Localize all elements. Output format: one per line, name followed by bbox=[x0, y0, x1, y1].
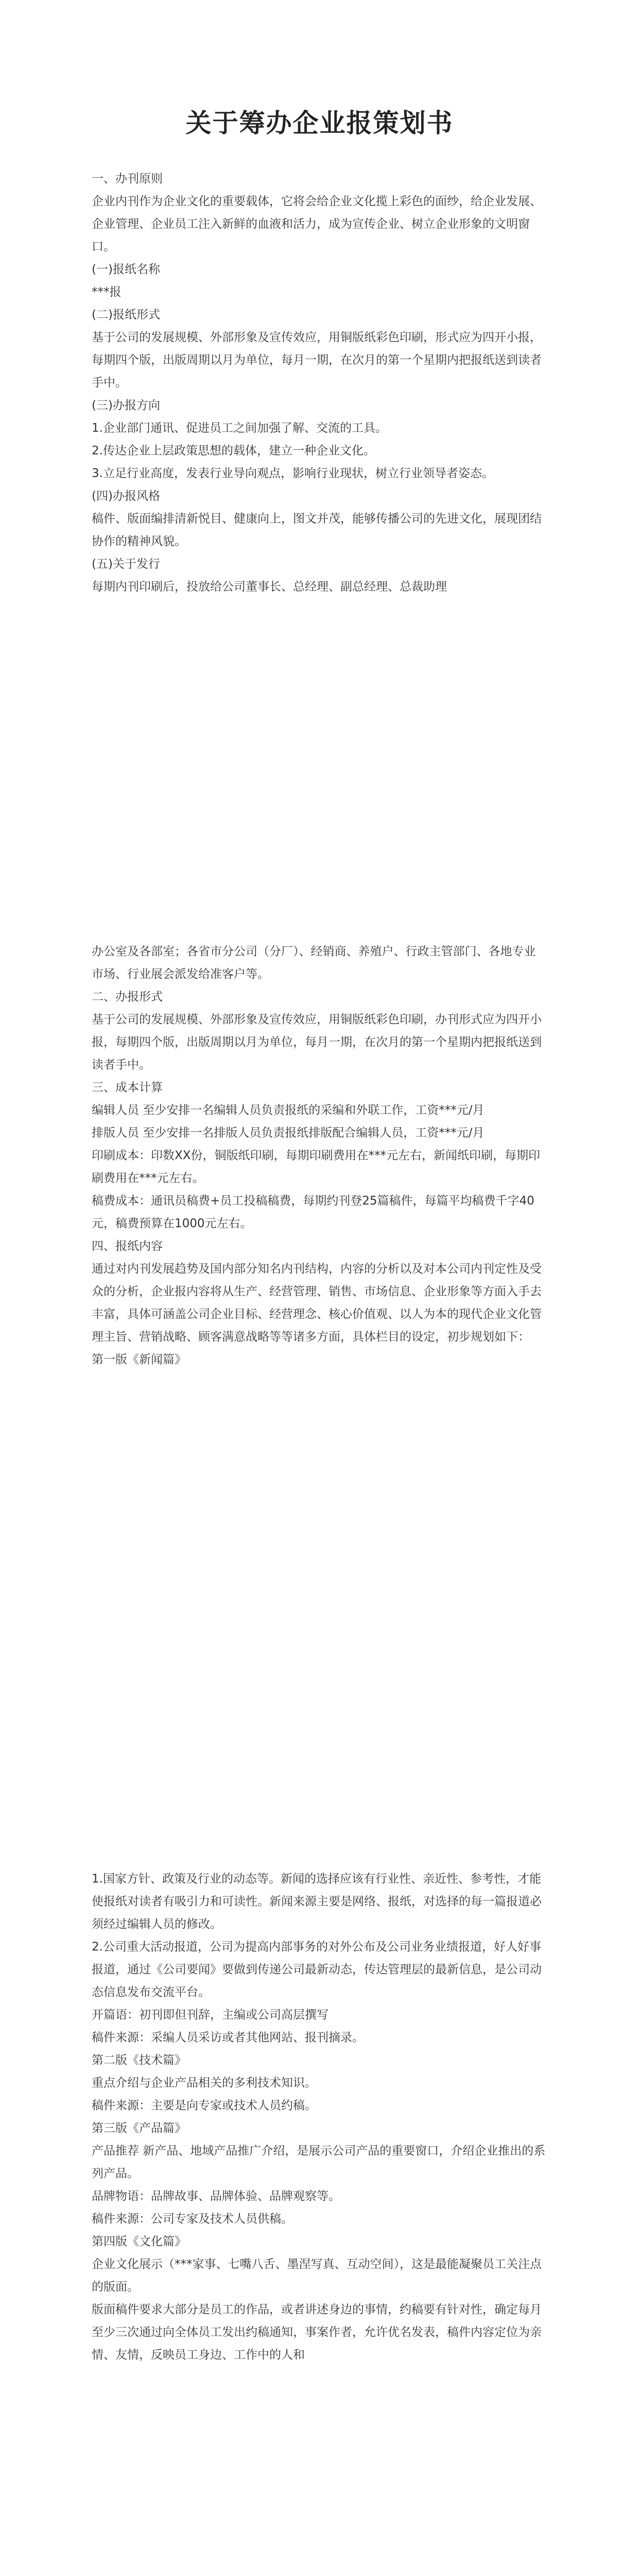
paragraph: 一、办刊原则 bbox=[92, 172, 163, 185]
paragraph: 稿件、版面编排清新悦目、健康向上，图文并茂，能够传播公司的先进文化，展现团结协作的精神风貌。 bbox=[92, 512, 542, 548]
paragraph: (五)关于发行 bbox=[92, 557, 160, 571]
paragraph: 稿费成本：通讯员稿费+员工投稿稿费，每期约刊登25篇稿件，每篇平均稿费千字40元，稿费预算在1000元左右。 bbox=[92, 1194, 534, 1230]
paragraph: 通过对内刊发展趋势及国内部分知名内刊结构，内容的分析以及对本公司内刊定性及受众的分析，企业报内容将从生产、经营管理、销售、市场信息、企业形象等方面入手去丰富，具体可涵盖公司企业目标、经营理念、核心价值观、以人为本的现代企业文化管理主旨、营销战略、顾客满意战略等等诸多方面，具体栏目的设定，初步规划如下： bbox=[92, 1262, 542, 1344]
text-block-2 bbox=[92, 940, 546, 1371]
paragraph: 编辑人员 至少安排一名编辑人员负责报纸的采编和外联工作，工资***元/月 bbox=[92, 1104, 485, 1117]
paragraph: (三)办报方向 bbox=[92, 399, 160, 412]
paragraph: 每期内刊印刷后，投放给公司董事长、总经理、副总经理、总裁助理 bbox=[92, 580, 447, 594]
paragraph: 品牌物语：品牌故事、品牌体验、品牌观察等。 bbox=[92, 2190, 340, 2203]
paragraph: 第四版《文化篇》 bbox=[92, 2235, 186, 2248]
paragraph: 二、办报形式 bbox=[92, 990, 163, 1004]
paragraph: 印刷成本：印数XX份，铜版纸印刷，每期印刷费用在***元左右，新闻纸印刷，每期印刷费用在***元左右。 bbox=[92, 1149, 541, 1185]
paragraph: 基于公司的发展规模、外部形象及宣传效应，用铜版纸彩色印刷，办刊形式应为四开小报，每期四个版，出版周期以月为单位，每月一期，在次月的第一个星期内把报纸送到读者手中。 bbox=[92, 1013, 542, 1072]
paragraph: (二)报纸形式 bbox=[92, 308, 160, 321]
paragraph: 企业文化展示（***家事、七嘴八舌、墨涅写真、互动空间），这是最能凝聚员工关注点的版面。 bbox=[92, 2258, 542, 2294]
paragraph: 第一版《新闻篇》 bbox=[92, 1353, 186, 1366]
text-block-1 bbox=[92, 167, 546, 598]
paragraph: 1.国家方针、政策及行业的动态等。新闻的选择应该有行业性、亲近性、参考性，才能使报纸对读者有吸引力和可读性。新闻来源主要是网络、报纸，对选择的每一篇报道必须经过编辑人员的修改。 bbox=[92, 1872, 542, 1931]
document-title: 关于筹办企业报策划书 bbox=[185, 108, 454, 138]
paragraph: 稿件来源：主要是向专家或技术人员约稿。 bbox=[92, 2099, 317, 2112]
paragraph: 第三版《产品篇》 bbox=[92, 2122, 186, 2135]
paragraph: (一)报纸名称 bbox=[92, 263, 160, 276]
paragraph: 稿件来源：采编人员采访或者其他网站、报刊摘录。 bbox=[92, 2031, 364, 2044]
paragraph: 开篇语：初刊即但刊辞，主编或公司高层撰写 bbox=[92, 2008, 329, 2022]
paragraph: 2.公司重大活动报道，公司为提高内部事务的对外公布及公司业务业绩报道，好人好事报道，通过《公司要闻》要做到传递公司最新动态，传达管理层的最新信息，是公司动态信息发布交流平台。 bbox=[92, 1940, 542, 1999]
paragraph: 企业内刊作为企业文化的重要载体，它将会给企业文化揽上彩色的面纱，给企业发展、企业管理、企业员工注入新鲜的血液和活力，成为宣传企业、树立企业形象的文明窗口。 bbox=[92, 195, 542, 253]
paragraph: 版面稿件要求大部分是员工的作品，或者讲述身边的事情，约稿要有针对性，确定每月至少三次通过向全体员工发出约稿通知，事案作者，允许优名发表，稿件内容定位为亲情、友情，反映员工身边、工作中的人和 bbox=[92, 2303, 542, 2362]
paragraph: 第二版《技术篇》 bbox=[92, 2054, 186, 2067]
paragraph: 基于公司的发展规模、外部形象及宣传效应，用铜版纸彩色印刷，形式应为四开小报，每期四个版，出版周期以月为单位，每月一期，在次月的第一个星期内把报纸送到读者手中。 bbox=[92, 331, 542, 389]
paragraph: 稿件来源：公司专家及技术人员供稿。 bbox=[92, 2212, 293, 2226]
paragraph: 产品推荐 新产品、地域产品推广介绍，是展示公司产品的重要窗口，介绍企业推出的系列产品。 bbox=[92, 2144, 546, 2180]
paragraph: 2.传达企业上层政策思想的载体，建立一种企业文化。 bbox=[92, 444, 375, 457]
paragraph: ***报 bbox=[92, 285, 122, 299]
paragraph: 四、报纸内容 bbox=[92, 1240, 163, 1253]
paragraph: 1.企业部门通讯、促进员工之间加强了解、交流的工具。 bbox=[92, 421, 387, 435]
paragraph: (四)办报风格 bbox=[92, 489, 160, 503]
paragraph: 三、成本计算 bbox=[92, 1081, 163, 1094]
text-block-3 bbox=[92, 1868, 546, 2366]
paragraph: 办公室及各部室；各省市分公司（分厂）、经销商、养殖户、行政主管部门、各地专业市场、行业展会派发给准客户等。 bbox=[92, 945, 536, 981]
paragraph: 3.立足行业高度，发表行业导向观点，影响行业现状，树立行业领导者姿态。 bbox=[92, 467, 494, 480]
paragraph: 排版人员 至少安排一名排版人员负责报纸排版配合编辑人员，工资***元/月 bbox=[92, 1126, 485, 1140]
paragraph: 重点介绍与企业产品相关的多利技术知识。 bbox=[92, 2076, 317, 2090]
